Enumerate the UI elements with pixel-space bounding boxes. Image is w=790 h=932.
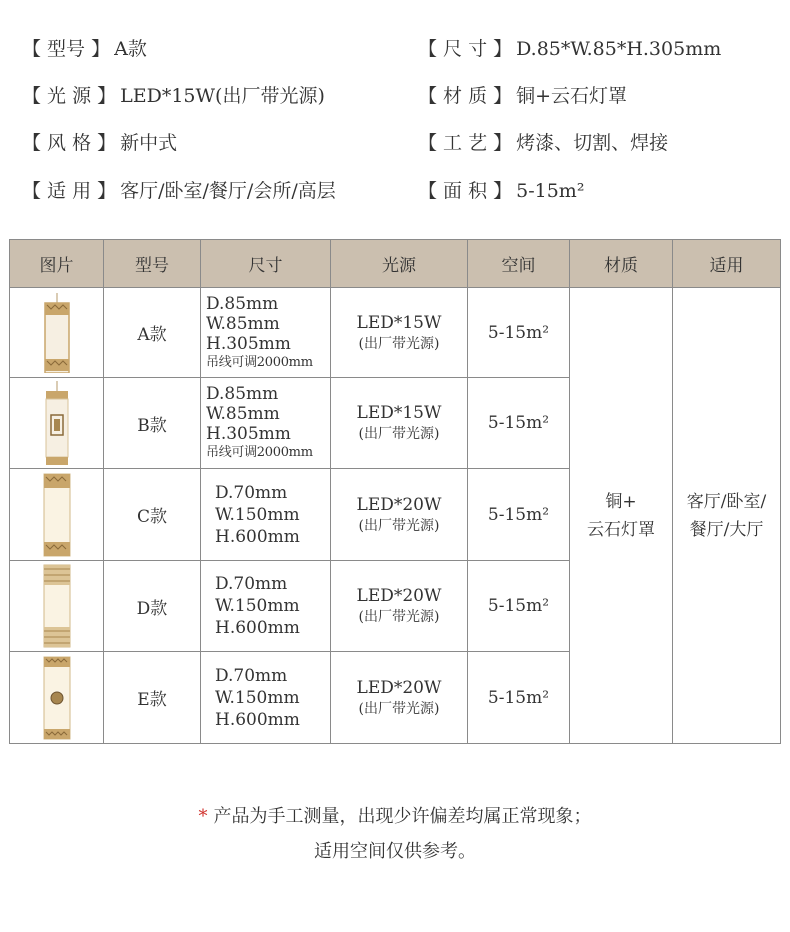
size-w: W.150mm (215, 596, 300, 616)
spec-usage (22, 179, 336, 203)
spec-style (22, 131, 177, 155)
spec-light-value: LED*15W(出厂带光源) (120, 85, 325, 107)
lamp-image-cell (10, 561, 104, 652)
spec-craft-label: 【 工 艺 】 (418, 132, 513, 154)
spec-model-label: 【 型号 】 (22, 38, 111, 60)
light-sub: (出厂带光源) (358, 609, 440, 625)
space-cell: 5-15m² (468, 652, 570, 744)
light-sub: (出厂带光源) (358, 517, 440, 534)
space-cell: 5-15m² (468, 378, 570, 469)
usage-cell (673, 288, 781, 744)
light-main: LED*20W (356, 586, 442, 606)
light-main: LED*15W (356, 312, 442, 333)
spec-model (22, 37, 147, 61)
light-sub: (出厂带光源) (358, 335, 440, 352)
spec-style-value: 新中式 (120, 132, 178, 154)
footer-note-text-1: 产品为手工测量，出现少许偏差均属正常现象； (213, 806, 592, 827)
size-cell (201, 469, 331, 561)
spec-model-value: A款 (114, 38, 147, 60)
asterisk-mark: * (198, 806, 208, 827)
header-light: 光源 (331, 240, 468, 288)
wall-lamp-d-icon (43, 564, 71, 648)
size-cell (201, 561, 331, 652)
footer-note-line-1 (0, 802, 790, 828)
light-cell (331, 652, 468, 744)
footer-note-line-2: 适用空间仅供参考。 (314, 841, 476, 862)
usage-line-1: 客厅/卧室/ (686, 491, 767, 512)
lamp-image-cell (10, 652, 104, 744)
spec-table (9, 239, 781, 744)
header-material: 材质 (570, 240, 673, 288)
spec-light-label: 【 光 源 】 (22, 85, 117, 107)
spec-size (418, 37, 721, 61)
model-cell: D款 (104, 561, 201, 652)
model-cell: E款 (104, 652, 201, 744)
light-main: LED*20W (356, 494, 442, 515)
light-cell (331, 288, 468, 378)
pendant-lamp-b-icon (42, 381, 72, 465)
size-w: W.150mm (215, 687, 300, 708)
space-cell: 5-15m² (468, 561, 570, 652)
spec-usage-label: 【 适 用 】 (22, 180, 117, 202)
size-h: H.600mm (215, 709, 300, 730)
spec-area-label: 【 面 积 】 (418, 180, 513, 202)
size-w: W.85mm (206, 313, 280, 334)
model-cell: A款 (104, 288, 201, 378)
light-cell (331, 469, 468, 561)
spec-craft-value: 烤漆、切割、焊接 (516, 132, 669, 154)
spec-craft (418, 131, 668, 155)
cable-note: 吊线可调2000mm (206, 354, 313, 370)
size-cell (201, 652, 331, 744)
header-model: 型号 (104, 240, 201, 288)
size-cell (201, 378, 331, 469)
size-d: D.70mm (215, 665, 288, 686)
header-image: 图片 (10, 240, 104, 288)
header-size: 尺寸 (201, 240, 331, 288)
spec-area (418, 179, 584, 203)
lamp-image-cell (10, 469, 104, 561)
size-h: H.600mm (215, 618, 300, 638)
header-usage: 适用 (673, 240, 781, 288)
size-w: W.85mm (206, 404, 280, 424)
usage-line-2: 餐厅/大厅 (689, 519, 764, 540)
light-sub: (出厂带光源) (358, 426, 440, 442)
light-cell (331, 378, 468, 469)
lamp-image-cell (10, 378, 104, 469)
model-cell: C款 (104, 469, 201, 561)
lamp-image-cell (10, 288, 104, 378)
wall-lamp-c-icon (43, 473, 71, 557)
size-d: D.85mm (206, 384, 279, 404)
light-main: LED*20W (356, 677, 442, 698)
spec-usage-value: 客厅/卧室/餐厅/会所/高层 (120, 180, 336, 202)
spec-area-value: 5-15m² (516, 180, 585, 202)
spec-size-label: 【 尺 寸 】 (418, 38, 513, 60)
light-main: LED*15W (356, 403, 442, 423)
size-h: H.600mm (215, 526, 300, 547)
size-d: D.85mm (206, 293, 279, 314)
spec-light (22, 84, 325, 108)
table-row (10, 288, 781, 378)
material-line-2: 云石灯罩 (587, 519, 655, 540)
size-cell (201, 288, 331, 378)
size-w: W.150mm (215, 504, 300, 525)
size-h: H.305mm (206, 333, 291, 354)
space-cell: 5-15m² (468, 469, 570, 561)
wall-lamp-e-icon (43, 656, 71, 740)
spec-material-label: 【 材 质 】 (418, 85, 513, 107)
spec-size-value: D.85*W.85*H.305mm (516, 38, 722, 60)
pendant-lamp-a-icon (42, 293, 72, 373)
material-cell (570, 288, 673, 744)
model-cell: B款 (104, 378, 201, 469)
size-d: D.70mm (215, 482, 288, 503)
spec-material-value: 铜+云石灯罩 (516, 85, 628, 107)
header-space: 空间 (468, 240, 570, 288)
spec-material (418, 84, 627, 108)
space-cell: 5-15m² (468, 288, 570, 378)
cable-note: 吊线可调2000mm (206, 445, 313, 460)
size-d: D.70mm (215, 574, 288, 594)
light-sub: (出厂带光源) (358, 700, 440, 717)
material-line-1: 铜+ (605, 491, 637, 512)
spec-style-label: 【 风 格 】 (22, 132, 117, 154)
table-header-row (10, 240, 781, 288)
light-cell (331, 561, 468, 652)
size-h: H.305mm (206, 424, 291, 444)
